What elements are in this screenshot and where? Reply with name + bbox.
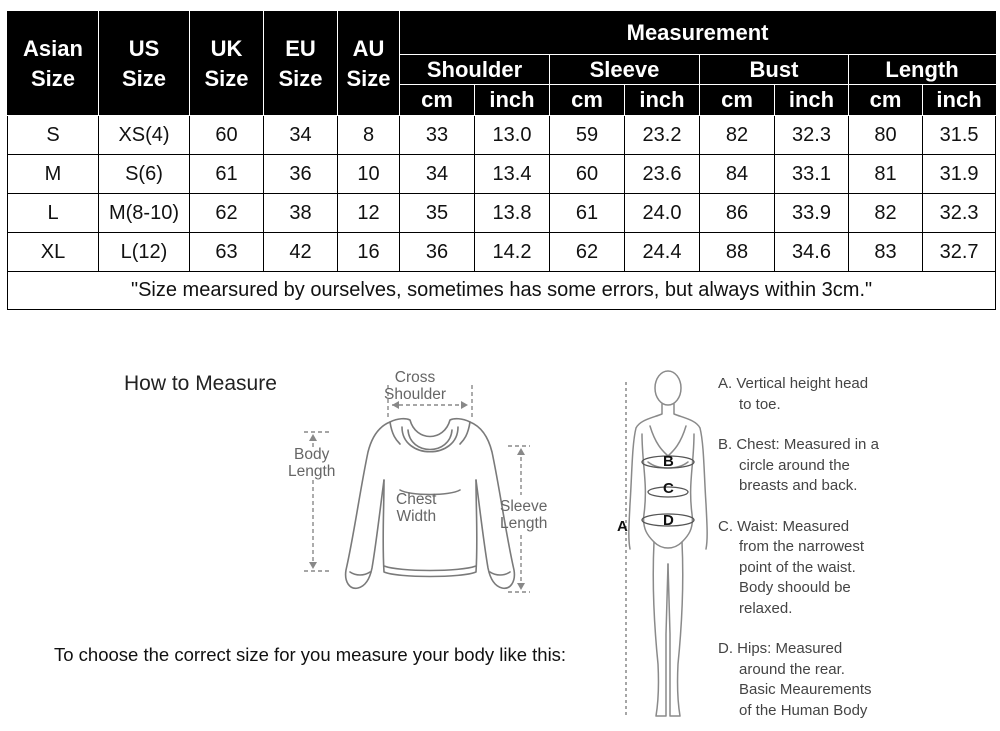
note-d: D. Hips: Measured around the rear. Basic Meaurements of the Human Body <box>718 640 872 719</box>
table-cell: 62 <box>550 233 625 272</box>
table-cell: 38 <box>264 194 338 233</box>
header-uk-size: UK Size <box>190 12 264 116</box>
size-note: "Size mearsured by ourselves, sometimes has some errors, but always within 3cm." <box>8 272 996 310</box>
table-cell: 12 <box>338 194 400 233</box>
unit-cell: cm <box>400 85 475 116</box>
table-cell: 24.0 <box>625 194 700 233</box>
unit-cell: cm <box>550 85 625 116</box>
table-cell: 34 <box>264 116 338 155</box>
table-cell: 23.2 <box>625 116 700 155</box>
header-length: Length <box>849 55 996 85</box>
table-cell: 13.0 <box>475 116 550 155</box>
label-b: B <box>663 453 674 470</box>
table-cell: 8 <box>338 116 400 155</box>
table-cell: 10 <box>338 155 400 194</box>
table-cell: 61 <box>190 155 264 194</box>
table-cell: 33 <box>400 116 475 155</box>
unit-cell: cm <box>700 85 775 116</box>
table-cell: 32.3 <box>775 116 849 155</box>
table-cell: 88 <box>700 233 775 272</box>
label-a: A <box>617 518 628 535</box>
table-cell: 59 <box>550 116 625 155</box>
table-cell: 34.6 <box>775 233 849 272</box>
label-d: D <box>663 512 674 529</box>
table-cell: S(6) <box>99 155 190 194</box>
unit-cell: inch <box>923 85 996 116</box>
table-cell: 33.9 <box>775 194 849 233</box>
table-cell: 36 <box>400 233 475 272</box>
table-cell: S <box>8 116 99 155</box>
header-shoulder: Shoulder <box>400 55 550 85</box>
table-cell: 13.8 <box>475 194 550 233</box>
table-row <box>8 194 996 233</box>
table-cell: 14.2 <box>475 233 550 272</box>
header-asian-size: Asian Size <box>8 12 99 116</box>
unit-cell: inch <box>475 85 550 116</box>
table-cell: 60 <box>550 155 625 194</box>
table-cell: 34 <box>400 155 475 194</box>
table-cell: M <box>8 155 99 194</box>
note-a: A. Vertical height head to toe. <box>718 375 869 413</box>
note-b: B. Chest: Measured in a circle around the breasts and back. <box>718 436 879 494</box>
table-cell: XS(4) <box>99 116 190 155</box>
cross-shoulder-label: Cross Shoulder <box>384 369 447 403</box>
table-cell: 82 <box>849 194 923 233</box>
table-row <box>8 116 996 155</box>
note-c: C. Waist: Measured from the narrowest point of the waist. Body shoould be relaxed. <box>718 517 865 617</box>
table-cell: M(8-10) <box>99 194 190 233</box>
table-row <box>8 155 996 194</box>
header-measurement: Measurement <box>400 12 996 55</box>
table-cell: 13.4 <box>475 155 550 194</box>
header-row-1 <box>8 12 996 55</box>
header-au-size: AU Size <box>338 12 400 116</box>
chest-width-label: Chest Width <box>396 491 437 525</box>
table-cell: 31.9 <box>923 155 996 194</box>
table-cell: L <box>8 194 99 233</box>
header-eu-size: EU Size <box>264 12 338 116</box>
body-figure <box>612 364 712 726</box>
table-cell: 62 <box>190 194 264 233</box>
table-cell: 42 <box>264 233 338 272</box>
how-to-measure-title: How to Measure <box>124 372 277 395</box>
table-cell: 32.3 <box>923 194 996 233</box>
unit-cell: inch <box>625 85 700 116</box>
table-cell: 35 <box>400 194 475 233</box>
label-c: C <box>663 480 674 497</box>
table-cell: 36 <box>264 155 338 194</box>
header-us-size: US Size <box>99 12 190 116</box>
unit-cell: cm <box>849 85 923 116</box>
table-cell: 32.7 <box>923 233 996 272</box>
table-cell: 82 <box>700 116 775 155</box>
table-cell: 24.4 <box>625 233 700 272</box>
table-cell: 83 <box>849 233 923 272</box>
table-cell: XL <box>8 233 99 272</box>
garment-sketch <box>280 360 580 610</box>
human-body-illustration <box>612 364 712 726</box>
table-cell: 16 <box>338 233 400 272</box>
table-cell: 84 <box>700 155 775 194</box>
table-note-row <box>8 272 996 310</box>
table-cell: 63 <box>190 233 264 272</box>
sleeve-length-label: Sleeve Length <box>500 498 548 532</box>
choose-size-instruction: To choose the correct size for you measure your body like this: <box>54 644 567 665</box>
table-cell: 60 <box>190 116 264 155</box>
table-cell: 31.5 <box>923 116 996 155</box>
table-cell: L(12) <box>99 233 190 272</box>
table-row <box>8 233 996 272</box>
table-cell: 81 <box>849 155 923 194</box>
table-cell: 33.1 <box>775 155 849 194</box>
measurement-notes <box>718 374 998 721</box>
body-length-label: Body Length <box>288 446 336 480</box>
unit-cell: inch <box>775 85 849 116</box>
size-chart-table <box>7 11 996 310</box>
table-cell: 80 <box>849 116 923 155</box>
header-sleeve: Sleeve <box>550 55 700 85</box>
header-bust: Bust <box>700 55 849 85</box>
table-cell: 86 <box>700 194 775 233</box>
table-cell: 23.6 <box>625 155 700 194</box>
table-cell: 61 <box>550 194 625 233</box>
